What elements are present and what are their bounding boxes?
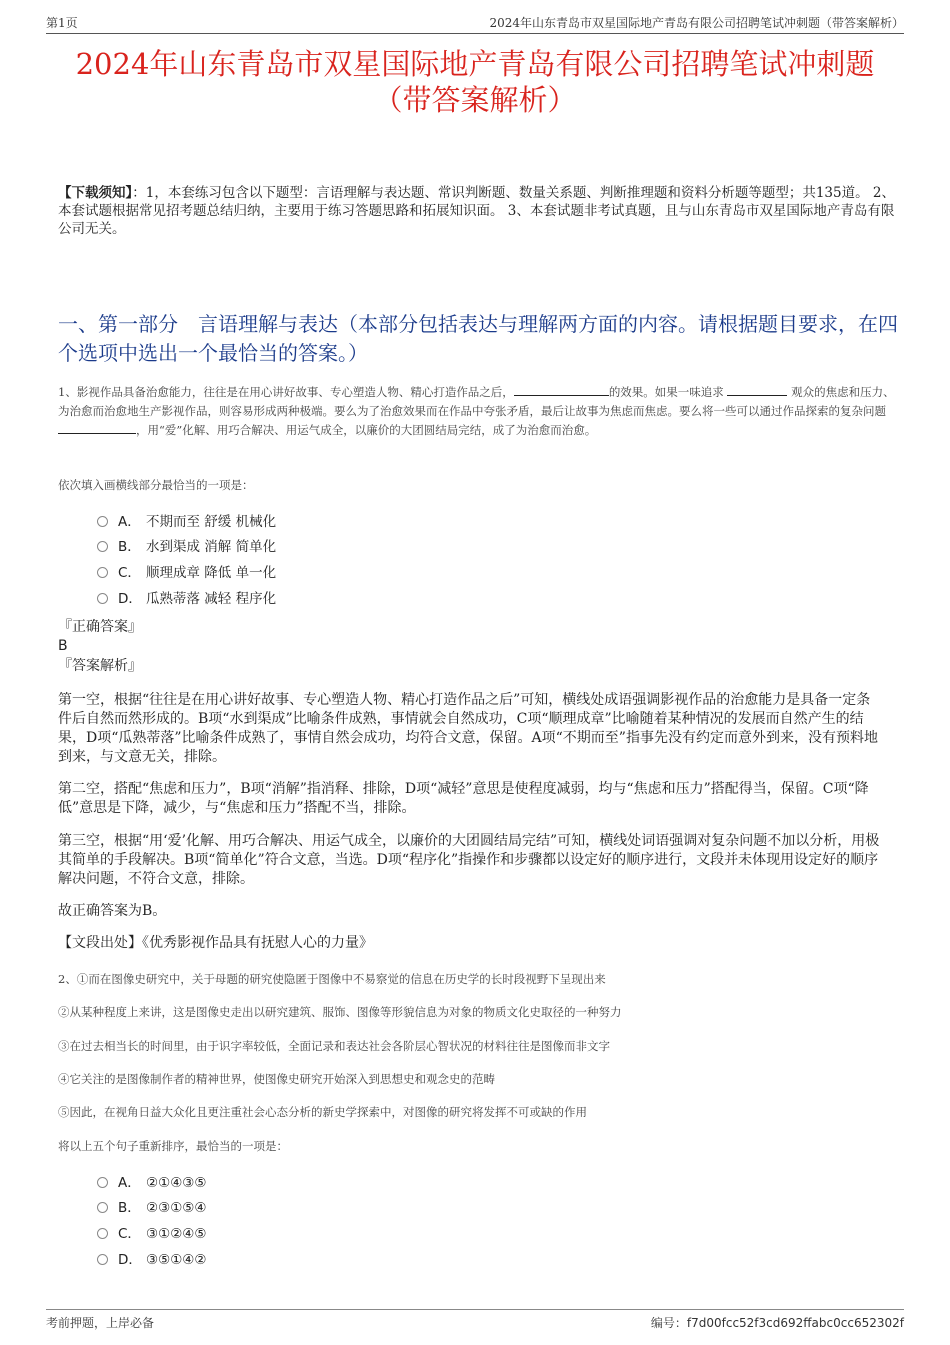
q1-prompt: 依次填入画横线部分最恰当的一项是： [58, 478, 254, 492]
radio-icon[interactable] [97, 1228, 108, 1239]
footer-divider [46, 1309, 904, 1310]
doc-title-line2: （带答案解析） [373, 83, 577, 117]
q1-answer-label: 『正确答案』 [58, 619, 142, 635]
section-title: 一、第一部分 言语理解与表达（本部分包括表达与理解两方面的内容。请根据题目要求，在四个选项中选出一个最恰当的答案。） [58, 312, 898, 365]
option-text: ②①④③⑤ [146, 1175, 207, 1191]
q2-option-a[interactable] [97, 1173, 207, 1193]
source-label: 【文段出处】 [58, 935, 142, 951]
q1-answer: B [58, 638, 68, 654]
radio-icon[interactable] [97, 1254, 108, 1265]
q2-sentence-2: ②从某种程度上来讲，这是图像史走出以研究建筑、服饰、图像等形貌信息为对象的物质文化史取径的一种努力 [58, 1005, 622, 1019]
option-key: A． [118, 514, 141, 530]
option-key: C． [118, 565, 141, 581]
radio-icon[interactable] [97, 567, 108, 578]
footer-id [651, 1314, 904, 1331]
q1-option-c[interactable] [97, 563, 276, 583]
radio-icon[interactable] [97, 541, 108, 552]
q2-option-d[interactable] [97, 1250, 207, 1270]
header-doc-title: 2024年山东青岛市双星国际地产青岛有限公司招聘笔试冲刺题（带答案解析） [489, 16, 904, 30]
q1-analysis-label: 『答案解析』 [58, 658, 142, 674]
option-text: ③⑤①④② [146, 1252, 207, 1268]
radio-icon[interactable] [97, 516, 108, 527]
option-key: D． [118, 1252, 142, 1268]
q1-option-a[interactable] [97, 512, 276, 532]
notice-label: 【下载须知】 [58, 185, 133, 201]
q1-source [58, 934, 373, 953]
q2-sentence-1: 2、①而在图像史研究中，关于母题的研究使隐匿于图像中不易察觉的信息在历史学的长时段视野下呈现出来 [58, 972, 606, 986]
footer-slogan: 考前押题，上岸必备 [46, 1316, 155, 1330]
option-key: D． [118, 591, 142, 607]
doc-title-line1: 2024年山东青岛市双星国际地产青岛有限公司招聘笔试冲刺题 [75, 47, 875, 81]
q1-option-b[interactable] [97, 537, 276, 557]
option-key: A． [118, 1175, 141, 1191]
page-number: 第1页 [46, 16, 78, 30]
q2-sentence-4: ④它关注的是图像制作者的精神世界，使图像史研究开始深入到思想史和观念史的范畴 [58, 1072, 495, 1086]
option-key: C． [118, 1226, 141, 1242]
option-key: B． [118, 539, 141, 555]
q2-sentence-3: ③在过去相当长的时间里，由于识字率较低，全面记录和表达社会各阶层心智状况的材料往往是图像而非文字 [58, 1039, 610, 1053]
header-divider [46, 33, 904, 34]
q1-blank-1 [514, 383, 609, 396]
notice-text: ：1，本套练习包含以下题型：言语理解与表达题、常识判断题、数量关系题、判断推理题和资料分析题等题型；共135道。 2、本套试题根据常见招考题总结归纳，主要用于练习答题思路和拓展知识面。 3、本套试题非考试真题，且与山东青岛市双星国际地产青岛有限公司无关。 [58, 185, 895, 237]
q1-stem-part3: 观众的焦虑和压力、为治愈而治愈地生产影视作品，则容易形成两种极端。要么为了治愈效果而在作品中夸张矛盾，最后让故事为焦虑而焦虑。要么将一些可以通过作品探索的复杂问题 [58, 385, 895, 418]
q2-sentence-5: ⑤因此，在视角日益大众化且更注重社会心态分析的新史学探索中，对图像的研究将发挥不可或缺的作用 [58, 1105, 587, 1119]
q1-analysis-1: 第一空，根据“往往是在用心讲好故事、专心塑造人物、精心打造作品之后”可知，横线处成语强调影视作品的治愈能力是具备一定条件后自然而然形成的。B项“水到渠成”比喻条件成熟，事情就会自然成功，C项“顺理成章”比喻随着某种情况的发展而自然产生的结果，D项“瓜熟蒂落”比喻条件成熟了，事情自然会成功，均符合文意，保留。A项“不期而至”指事先没有约定而意外到来，没有预料地到来，与文意无关，排除。 [58, 692, 878, 765]
footer-id-value: f7d00fcc52f3cd692ffabc0cc652302f [686, 1316, 904, 1330]
q1-stem-part2: 的效果。如果一味追求 [608, 385, 724, 399]
source-title: 《优秀影视作品具有抚慰人心的力量》 [142, 935, 373, 951]
q1-analysis-2: 第二空，搭配“焦虑和压力”，B项“消解”指消释、排除，D项“减轻”意思是使程度减弱，均与“焦虑和压力”搭配得当，保留。C项“降低”意思是下降，减少，与“焦虑和压力”搭配不当，排除。 [58, 781, 869, 816]
q1-stem-part4: ，用“爱”化解、用巧合解决、用运气成全，以廉价的大团圆结局完结，成了为治愈而治愈。 [136, 423, 597, 437]
q2-option-c[interactable] [97, 1224, 207, 1244]
q1-analysis-3: 第三空，根据“用‘爱’化解、用巧合解决、用运气成全，以廉价的大团圆结局完结”可知，横线处词语强调对复杂问题不加以分析，用极其简单的手段解决。B项“简单化”符合文意，当选。D项“程序化”指操作和步骤都以设定好的顺序进行，文段并未体现用设定好的顺序解决问题，不符合文意，排除。 [58, 833, 880, 887]
radio-icon[interactable] [97, 1202, 108, 1213]
option-text: ②③①⑤④ [146, 1200, 207, 1216]
q1-option-d[interactable] [97, 589, 276, 609]
q1-stem [58, 383, 898, 440]
q1-blank-2 [727, 383, 787, 396]
option-text: 瓜熟蒂落 减轻 程序化 [146, 591, 277, 607]
q1-stem-part1: 1、影视作品具备治愈能力，往往是在用心讲好故事、专心塑造人物、精心打造作品之后， [58, 385, 514, 399]
footer-id-label: 编号： [650, 1316, 687, 1330]
option-key: B． [118, 1200, 141, 1216]
q2-prompt: 将以上五个句子重新排序，最恰当的一项是： [58, 1139, 288, 1153]
option-text: ③①②④⑤ [146, 1226, 207, 1242]
radio-icon[interactable] [97, 1177, 108, 1188]
q1-blank-3 [58, 421, 136, 434]
q1-analysis-4: 故正确答案为B。 [58, 903, 167, 919]
q2-option-b[interactable] [97, 1198, 207, 1218]
radio-icon[interactable] [97, 593, 108, 604]
option-text: 水到渠成 消解 简单化 [146, 539, 277, 555]
option-text: 顺理成章 降低 单一化 [146, 565, 277, 581]
option-text: 不期而至 舒缓 机械化 [146, 514, 277, 530]
download-notice [58, 184, 903, 238]
